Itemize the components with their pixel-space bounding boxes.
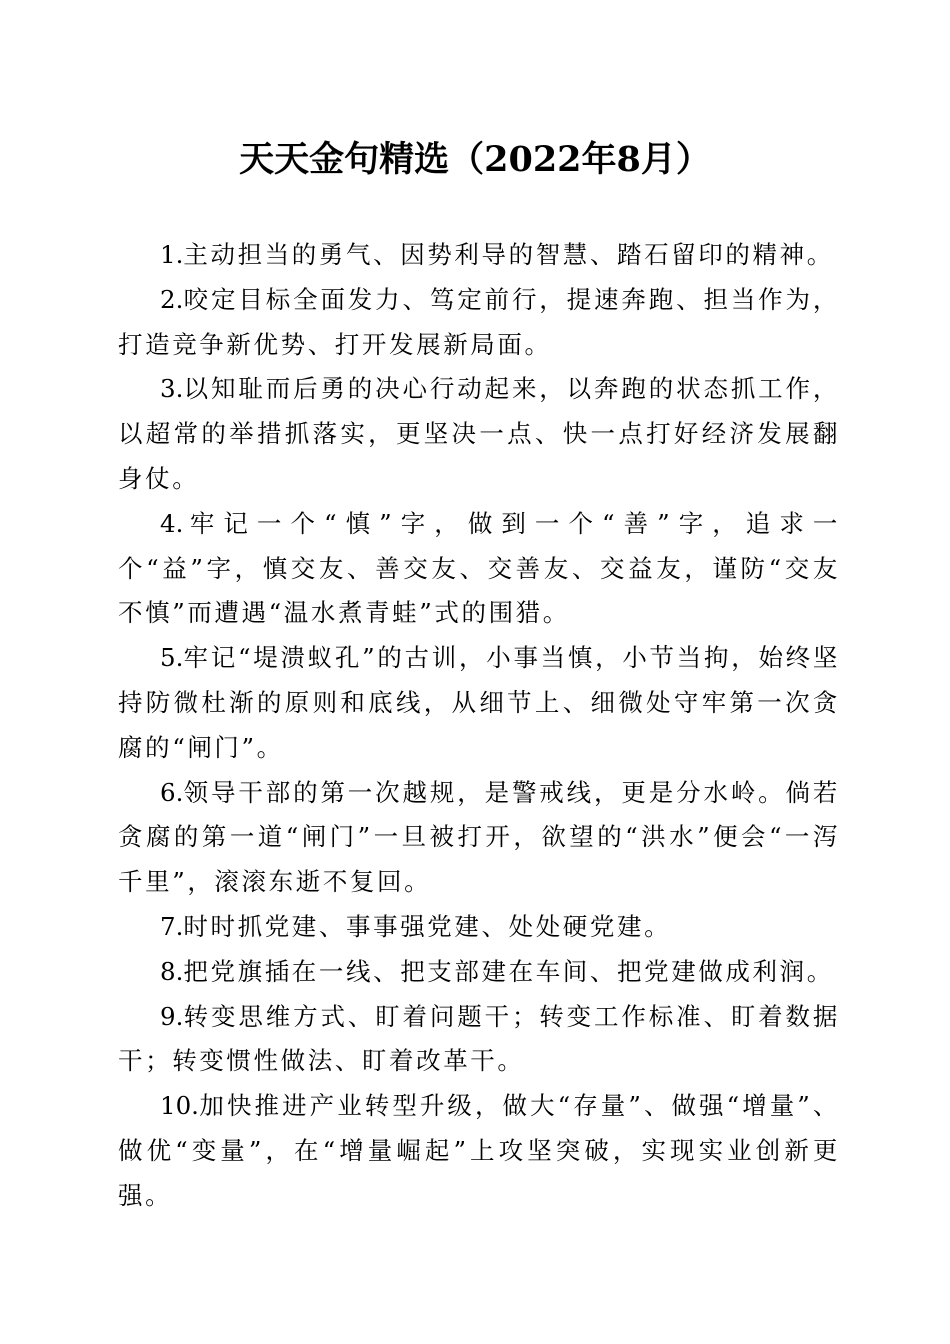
item-text: 领导干部的第一次越规，是警戒线，更是分水岭。倘若贪腐的第一道“闸门”一旦被打开，欲望的“洪水”便会“一泻千里”，滚滚东逝不复回。 bbox=[118, 777, 840, 897]
document-title: 天天金句精选（2022年8月） bbox=[239, 139, 711, 180]
item-text: 把党旗插在一线、把支部建在车间、把党建做成利润。 bbox=[183, 956, 834, 986]
list-item bbox=[118, 771, 840, 905]
item-text: 牢记一个“慎”字，做到一个“善”字，追求一个“益”字，慎交友、善交友、交善友、交益友，谨防“交友不慎”而遭遇“温水煮青蛙”式的围猎。 bbox=[118, 508, 840, 628]
item-number: 3. bbox=[160, 374, 184, 404]
item-text: 主动担当的勇气、因势利导的智慧、踏石留印的精神。 bbox=[183, 240, 834, 269]
item-text: 咬定目标全面发力、笃定前行，提速奔跑、担当作为，打造竞争新优势、打开发展新局面。 bbox=[118, 284, 840, 359]
item-number: 10. bbox=[160, 1091, 199, 1121]
item-text: 以知耻而后勇的决心行动起来，以奔跑的状态抓工作，以超常的举措抓落实，更坚决一点、快一点打好经济发展翻身仗。 bbox=[118, 374, 840, 493]
list-item bbox=[118, 636, 840, 770]
item-text: 加快推进产业转型升级，做大“存量”、做强“增量”、做优“变量”，在“增量崛起”上攻坚突破，实现实业创新更强。 bbox=[118, 1091, 840, 1210]
list-item bbox=[118, 905, 840, 950]
item-number: 4. bbox=[160, 508, 184, 538]
item-number: 9. bbox=[160, 1001, 184, 1031]
item-text: 时时抓党建、事事强党建、处处硬党建。 bbox=[183, 911, 672, 941]
list-item bbox=[118, 502, 840, 636]
list-item bbox=[118, 1084, 840, 1218]
item-number: 1. bbox=[160, 240, 184, 269]
list-item bbox=[118, 950, 840, 995]
item-number: 2. bbox=[160, 284, 184, 314]
list-item bbox=[118, 995, 840, 1085]
list-item bbox=[118, 278, 840, 368]
item-number: 7. bbox=[160, 911, 184, 941]
list-item bbox=[118, 367, 840, 501]
item-number: 6. bbox=[160, 777, 184, 807]
item-number: 5. bbox=[160, 643, 184, 673]
item-number: 8. bbox=[160, 956, 184, 986]
list-item bbox=[118, 233, 840, 278]
document-body bbox=[118, 233, 840, 1219]
item-text: 牢记“堤溃蚁孔”的古训，小事当慎，小节当拘，始终坚持防微杜渐的原则和底线，从细节上、细微处守牢第一次贪腐的“闸门”。 bbox=[118, 643, 840, 762]
item-text: 转变思维方式、盯着问题干；转变工作标准、盯着数据干；转变惯性做法、盯着改革干。 bbox=[118, 1001, 840, 1076]
